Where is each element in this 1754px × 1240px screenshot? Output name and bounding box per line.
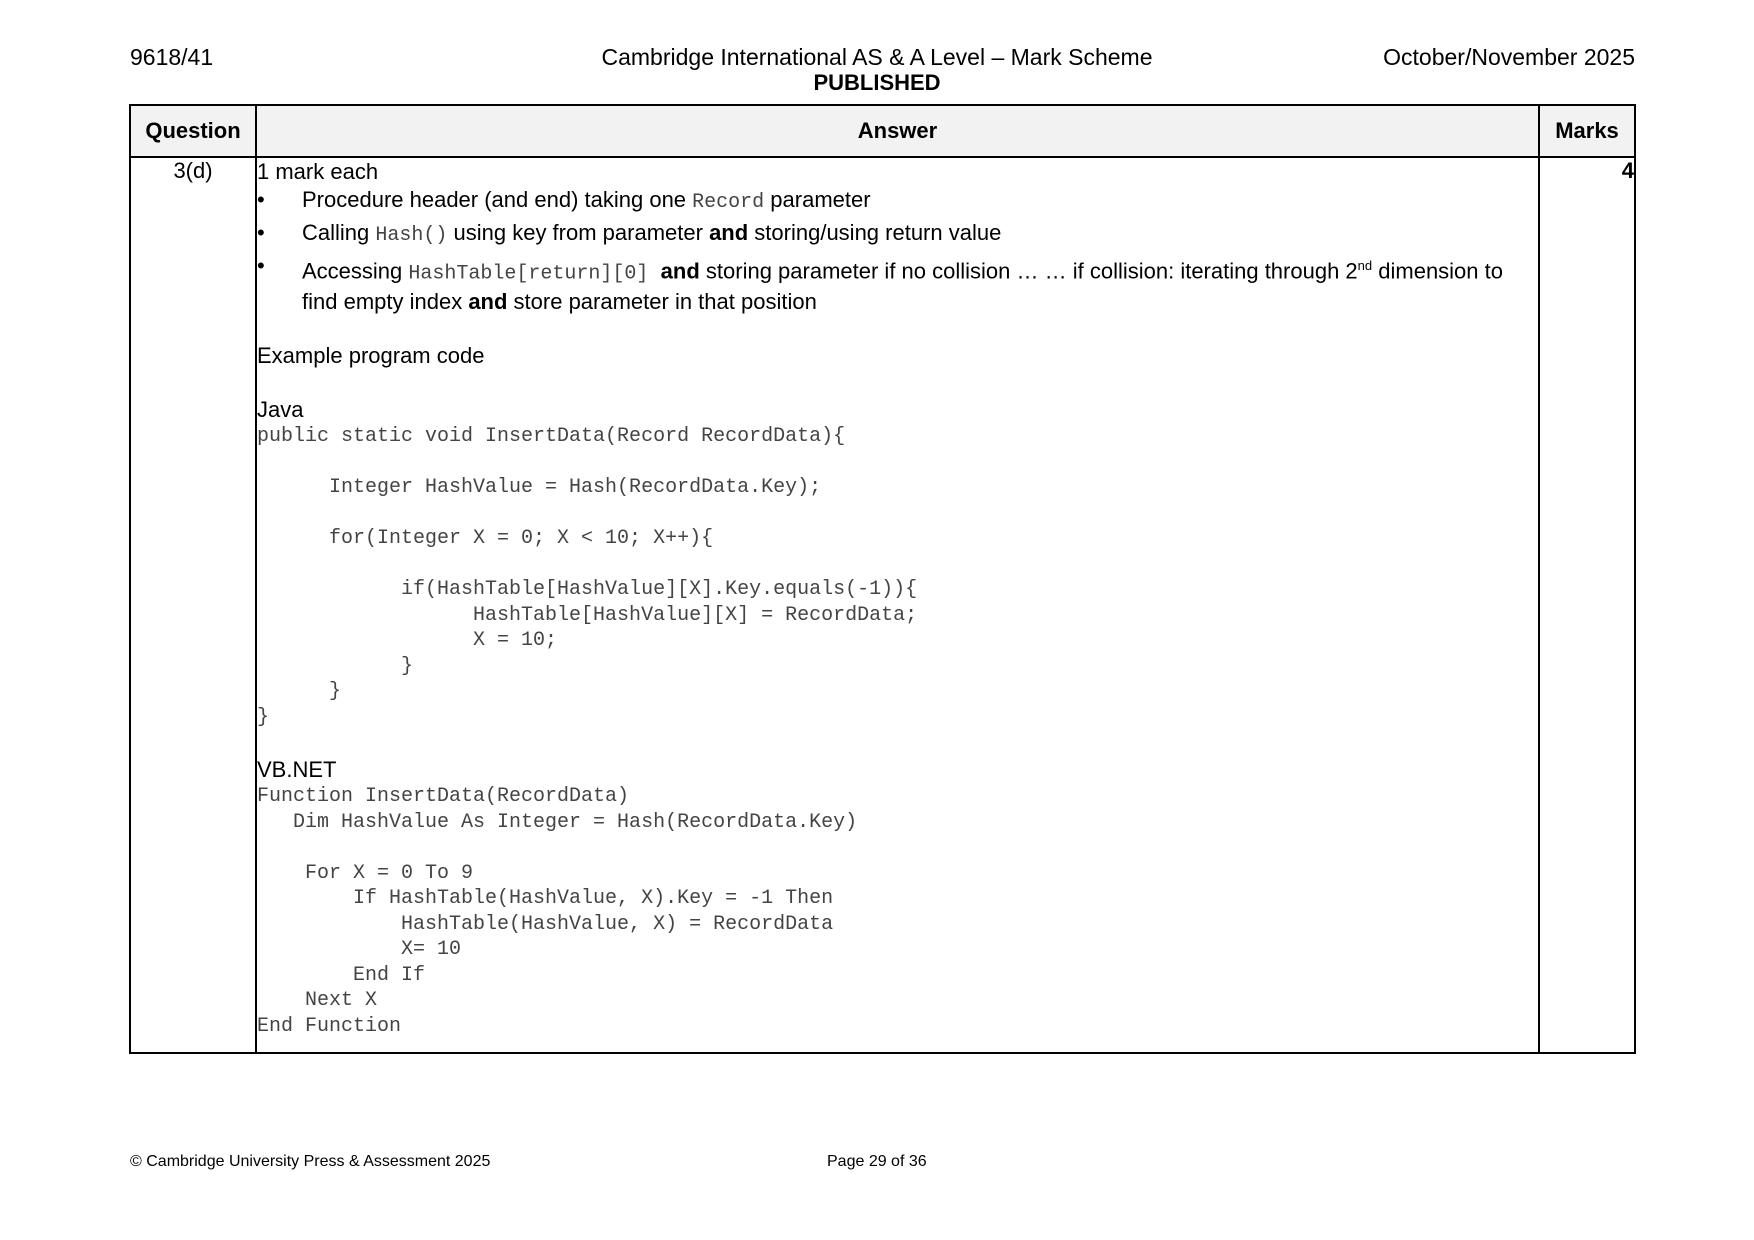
question-number: 3(d) [130,157,256,1053]
document-title: Cambridge International AS & A Level – Mark Scheme [601,44,1153,70]
marks-column-header: Marks [1539,105,1635,157]
answer-cell [256,157,1539,1053]
java-code-block: public static void InsertData(Record RecordData){ Integer HashValue = Hash(RecordData.Key); for(Integer X = 0; X < 10; X++){ if(HashTable[HashValue][X].Key.equals(-1)){ HashTable[HashValue][X] = RecordData; X = 10; } } } [257,425,918,729]
mark-scheme-table [129,104,1636,1054]
paper-code: 9618/41 [130,44,214,70]
table-row [130,157,1635,1053]
vbnet-label: VB.NET [257,757,337,783]
marking-point-2: • Calling Hash() using key from parameter and storing/using return value [257,219,1538,250]
question-column-header: Question [130,105,256,157]
java-label: Java [257,397,304,423]
vbnet-code-block: Function InsertData(RecordData) Dim HashValue As Integer = Hash(RecordData.Key) For X = 0 To 9 If HashTable(HashValue, X).Key = -1 Then HashTable(HashValue, X) = RecordData X= 10 End If Next X End Function [257,785,858,1038]
page-number: Page 29 of 36 [827,1153,927,1170]
marking-intro: 1 mark each [257,159,379,184]
marks-value: 4 [1539,157,1635,1053]
marking-point-1: • Procedure header (and end) taking one Record parameter [257,186,1538,217]
marking-point-3: • Accessing HashTable[return][0] and storing parameter if no collision … … if collision: iterating through 2nd dimension to find empty index and store parameter in that position [257,252,1538,316]
published-label: PUBLISHED [813,70,941,95]
example-heading: Example program code [257,343,485,369]
table-header-row [130,105,1635,157]
exam-session: October/November 2025 [1383,44,1635,70]
answer-column-header: Answer [256,105,1539,157]
marking-points [257,186,1538,316]
copyright-notice: © Cambridge University Press & Assessment 2025 [130,1153,491,1170]
